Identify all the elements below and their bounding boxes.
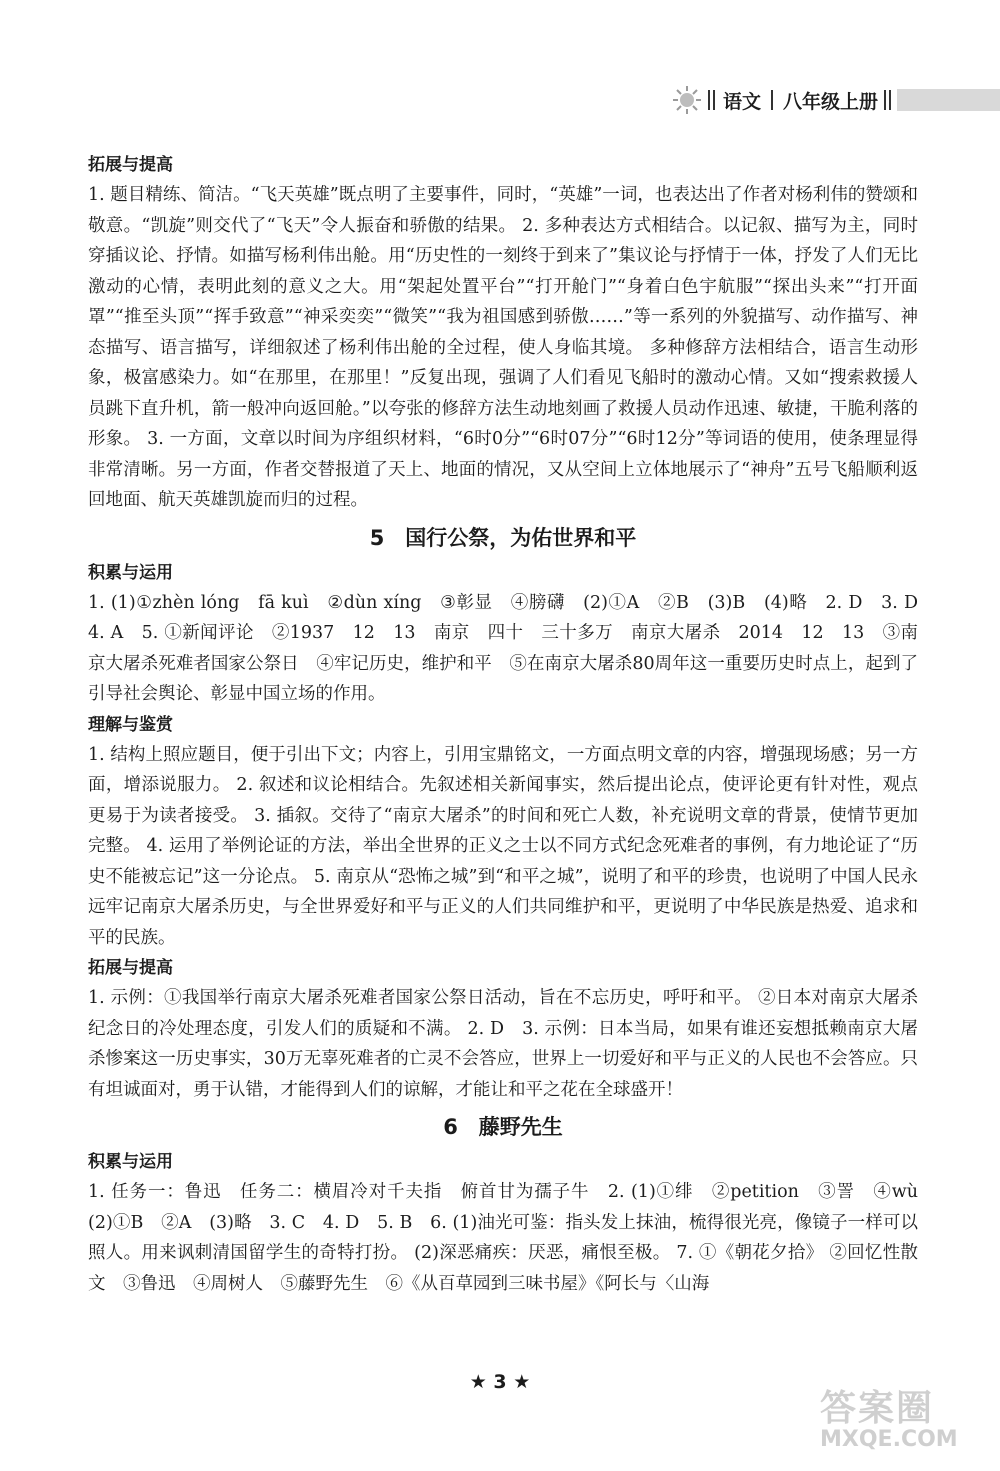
section-heading: 积累与运用 <box>88 562 173 583</box>
answer-paragraph: 1. 题目精练、简洁。“飞天英雄”既点明了主要事件，同时，“英雄”一词，也表达出了作者对杨利伟的赞颂和敬意。“凯旋”则交代了“飞天”令人振奋和骄傲的结果。 2. 多种表达方式相结合。以记叙、描写为主，同时穿插议论、抒情。如描写杨利伟出舱。用“历史性的一刻终于到来了”集议论与抒情于一体，抒发了人们无比激动的心情，表明此刻的意义之大。用“架起处置平台”“打开舱门”“身着白色宇航服”“探出头来”“打开面罩”“推至头顶”“挥手致意”“神采奕奕”“微笑”“我为祖国感到骄傲……”等一系列的外貌描写、动作描写、神态描写、语言描写，详细叙述了杨利伟出舱的全过程，使人身临其境。 多种修辞方法相结合，语言生动形象，极富感染力。如“在那里，在那里！”反复出现，强调了人们看见飞船时的激动心情。又如“搜索救援人员跳下直升机，箭一般冲向返回舱。”以夸张的修辞方法生动地刻画了救援人员动作迅速、敏捷，干脆利落的形象。 3. 一方面，文章以时间为序组织材料，“6时0分”“6时07分”“6时12分”等词语的使用，使条理显得非常清晰。另一方面，作者交替报道了天上、地面的情况，又从空间上立体地展示了“神舟”五号飞船顺利返回地面、航天英雄凯旋而归的过程。 <box>88 185 919 510</box>
header-divider-right <box>884 90 891 110</box>
header-subject: 语文 <box>723 90 762 113</box>
answer-content <box>88 150 936 1299</box>
page-number: ★ 3 ★ <box>469 1371 531 1393</box>
answer-paragraph: 1. 任务一：鲁迅 任务二：横眉冷对千夫指 俯首甘为孺子牛 2. (1)①绯 ②petition ③詈 ④wù (2)①B ②A (3)略 3. C 4. D 5. B 6. (1)油光可鉴：指头发上抹油，梳得很光亮，像镜子一样可以照人。用来讽刺清国留学生的奇特打扮。 (2)深恶痛疾：厌恶，痛恨至极。 7. ①《朝花夕拾》 ②回忆性散文 ③鲁迅 ④周树人 ⑤藤野先生 ⑥《从百草园到三味书屋》《阿长与〈山海 <box>88 1182 936 1294</box>
answer-paragraph: 1. (1)①zhèn lóng fā kuì ②dùn xíng ③彰显 ④膀礴 (2)①A ②B (3)B (4)略 2. D 3. D 4. A 5. ①新闻评论 ②1937 12 13 南京 四十 三十多万 南京大屠杀 2014 12 13 ③南京大屠杀死难者国家公祭日 ④牢记历史，维护和平 ⑤在南京大屠杀80周年这一重要历史时点上，起到了引导社会舆论、彰显中国立场的作用。 <box>88 592 936 704</box>
lesson-title: 5 国行公祭，为佑世界和平 <box>369 525 637 550</box>
section-heading: 拓展与提高 <box>88 155 173 175</box>
answer-paragraph: 1. 结构上照应题目，便于引出下文；内容上，引用宝鼎铭文，一方面点明文章的内容，增强现场感；另一方面，增添说服力。 2. 叙述和议论相结合。先叙述相关新闻事实，然后提出论点，使评论更有针对性，观点更易于为读者接受。 3. 插叙。交待了“南京大屠杀”的时间和死亡人数，补充说明文章的背景，使情节更加完整。 4. 运用了举例论证的方法，举出全世界的正义之士以不同方式纪念死难者的事例，有力地论证了“历史不能被忘记”这一分论点。 5. 南京从“恐怖之城”到“和平之城”，说明了和平的珍贵，也说明了中国人民永远牢记南京大屠杀历史，与全世界爱好和平与正义的人们共同维护和平，更说明了中华民族是热爱、追求和平的民族。 <box>88 744 918 948</box>
watermark-bottom: MXQE.COM <box>820 1427 958 1452</box>
watermark-logo <box>820 1380 1000 1470</box>
section-heading: 拓展与提高 <box>88 958 173 978</box>
watermark-top: 答案圈 <box>820 1388 935 1429</box>
header-divider <box>708 90 715 110</box>
header-grade: 八年级上册 <box>783 90 879 113</box>
header-separator <box>771 90 773 110</box>
header-bar <box>897 89 1000 111</box>
page-header <box>672 82 1000 118</box>
lesson-title: 6 藤野先生 <box>443 1115 563 1139</box>
answer-paragraph: 1. 示例：①我国举行南京大屠杀死难者国家公祭日活动，旨在不忘历史，呼吁和平。 ②日本对南京大屠杀纪念日的冷处理态度，引发人们的质疑和不满。 2. D 3. 示例：日本当局，如果有谁还妄想抵赖南京大屠杀惨案这一历史事实，30万无辜死难者的亡灵不会答应，世界上一切爱好和平与正义的人民也不会答应。只有坦诚面对，勇于认错，才能得到人们的谅解，才能让和平之花在全球盛开！ <box>88 988 918 1100</box>
section-heading: 理解与鉴赏 <box>88 714 173 735</box>
sun-icon <box>672 85 702 115</box>
section-heading: 积累与运用 <box>88 1152 173 1172</box>
